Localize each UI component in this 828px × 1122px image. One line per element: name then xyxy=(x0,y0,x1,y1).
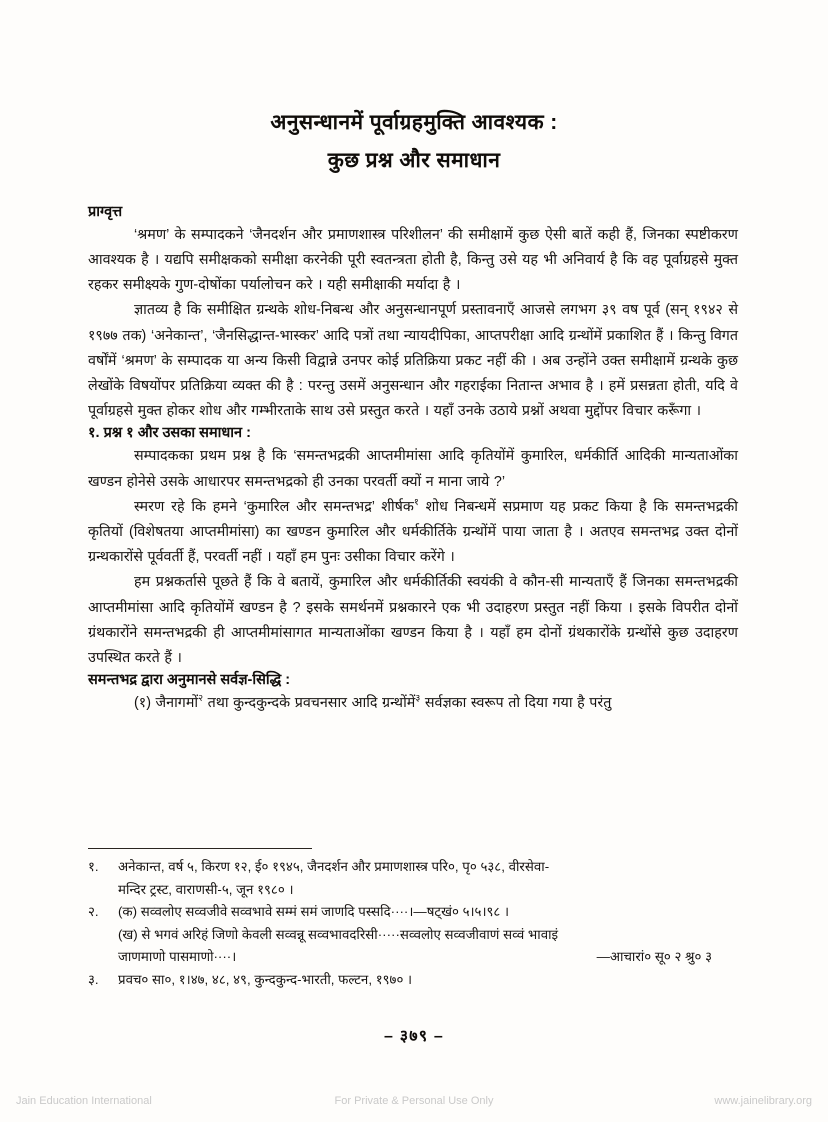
scan-footer xyxy=(0,1091,828,1111)
footnote-section xyxy=(88,848,740,992)
paragraph-4-post: शोध निबन्धमें सप्रमाण यह प्रकट किया है कि समन्तभद्रकी कृतियों (विशेषतया आप्तमीमांसा) का खण्डन कुमारिल और धर्मकीर्तिके ग्रन्थोंमें पाया जाता है । अतएव समन्तभद्र उक्त दोनों ग्रन्थकारोंसे पूर्ववर्ती हैं, परवर्ती नहीं । यहाँ हम पुनः उसीका विचार करेंगे । xyxy=(88,498,738,566)
scan-footer-right: www.jainelibrary.org xyxy=(714,1095,812,1107)
footnote-text xyxy=(118,969,740,992)
footnote-marker-1: १ xyxy=(413,496,419,508)
paragraph-6-c: सर्वज्ञका स्वरूप तो दिया गया है परंतु xyxy=(420,694,612,711)
paragraph-3: सम्पादकका प्रथम प्रश्न है कि ‘समन्तभद्रकी आप्तमीमांसा आदि कृतियोंमें कुमारिल, धर्मकीर्ति आदिकी मान्यताओंका खण्डन होनेसे उसके आधारपर समन्तभद्रको ही उनका परवर्ती क्यों न माना जाये ?’ xyxy=(88,448,738,490)
title-line-1: अनुसन्धानमें पूर्वाग्रहमुक्ति आवश्यक : xyxy=(270,111,558,134)
footnote-number: १. xyxy=(88,859,99,874)
footnote-item xyxy=(88,969,740,992)
page-number: – ३७९ – xyxy=(383,1028,445,1045)
paragraph-2: ज्ञातव्य है कि समीक्षित ग्रन्थके शोध-निबन्ध और अनुसन्धानपूर्ण प्रस्तावनाएँ आजसे लगभग ३९ वष पूर्व (सन् १९४२ से १९७७ तक) ‘अनेकान्त’, ‘जैनसिद्धान्त-भास्कर’ आदि पत्रों तथा न्यायदीपिका, आप्तपरीक्षा आदि ग्रन्थोंमें प्रकाशित हैं । किन्तु विगत वर्षोंमें ‘श्रमण’ के सम्पादक या अन्य किसी विद्वान्ने उनपर कोई प्रतिक्रिया प्रकट नहीं की । अब उन्होंने उक्त समीक्षामें ग्रन्थके कुछ लेखोंके विषयोंपर प्रतिक्रिया व्यक्त की है : परन्तु उसमें अनुसन्धान और गहराईका नितान्त अभाव है । हमें प्रसन्नता होती, यदि वे पूर्वाग्रहसे मुक्त होकर शोध और गम्भीरताके साथ उसे प्रस्तुत करते । यहाँ उनके उठाये प्रश्नों अथवा मुद्दोंपर विचार करूँगा । xyxy=(88,302,738,420)
heading-pragvritta: प्राग्वृत्त xyxy=(88,204,123,220)
footnote-item xyxy=(88,856,740,901)
paragraph-4 xyxy=(88,495,738,571)
paragraph-6 xyxy=(88,691,738,716)
footnote-line: (ख) से भगवं अरिहं जिणो केवली सव्वन्नू सव्वभावदरिसी·····सव्वलोए सव्वजीवाणं सव्वं भावाइं xyxy=(118,926,559,942)
footnote-line: मन्दिर ट्रस्ट, वाराणसी-५, जून १९८० । xyxy=(118,881,294,897)
footnote-text xyxy=(118,901,740,969)
paragraph-5: हम प्रश्नकर्तासे पूछते हैं कि वे बतायें, कुमारिल और धर्मकीर्तिकी स्वयंकी वे कौन-सी मान्यताएँ हैं जिनका समन्तभद्रकी आप्तमीमांसा आदि कृतियोंमें खण्डन है ? इसके समर्थनमें प्रश्नकारने एक भी उदाहरण प्रस्तुत नहीं किया । इसके विपरीत दोनों ग्रंथकारोंने समन्तभद्रकी ही आप्तमीमांसागत मान्यताओंका खण्डन किया है । यहाँ हम दोनों ग्रंथकारोंके ग्रन्थोंसे कुछ उदाहरण उपस्थित करते हैं । xyxy=(88,574,738,666)
footnote-divider xyxy=(88,848,312,849)
paragraph-4-pre: स्मरण रहे कि हमने ‘कुमारिल और समन्तभद्र’ शीर्षक xyxy=(134,498,414,515)
footnote-line-text: जाणमाणो पासमाणो····। xyxy=(118,949,237,965)
footnote-line: (क) सव्वलोए सव्वजीवे सव्वभावे सम्मं समं जाणदि पस्सदि····।—षट्खं० ५।५।९८ । xyxy=(118,904,510,920)
footnote-source-citation: —आचारां० सू० २ श्रु० ३ xyxy=(596,949,712,965)
heading-samantabhadra: समन्तभद्र द्वारा अनुमानसे सर्वज्ञ-सिद्धि : xyxy=(88,672,291,689)
footnote-line: प्रवच० सा०, १।४७, ४८, ४९, कुन्दकुन्द-भारती, फल्टन, १९७० । xyxy=(118,971,413,987)
page-title xyxy=(0,112,828,171)
scan-footer-left: Jain Education International xyxy=(16,1095,152,1107)
footnote-marker-2: २ xyxy=(198,693,204,705)
paragraph-6-a: (१) जैनागमों xyxy=(134,694,199,711)
footnote-number: २. xyxy=(88,904,99,920)
heading-question-1: १. प्रश्न १ और उसका समाधान : xyxy=(88,425,251,442)
footnote-item xyxy=(88,901,740,969)
paragraph-1: ‘श्रमण’ के सम्पादकने ‘जैनदर्शन और प्रमाणशास्त्र परिशीलन’ की समीक्षामें कुछ ऐसी बातें कही हैं, जिनका स्पष्टीकरण आवश्यक है । यद्यपि समीक्षकको समीक्षा करनेकी पूरी स्वतन्त्रता होती है, किन्तु उसे यह भी अनिवार्य है कि वह पूर्वाग्रहसे मुक्त रहकर समीक्ष्यके गुण-दोषोंका पर्यालोचन करे । यही समीक्षाकी मर्यादा है । xyxy=(88,226,738,294)
footnote-text xyxy=(118,856,740,901)
footnote-number: ३. xyxy=(88,971,99,987)
body-content xyxy=(88,203,738,716)
footnote-line: अनेकान्त, वर्ष ५, किरण १२, ई० १९४५, जैनदर्शन और प्रमाणशास्त्र परि०, पृ० ५३८, वीरसेवा- xyxy=(118,859,550,874)
scan-footer-center: For Private & Personal Use Only xyxy=(334,1095,494,1107)
footnote-line-with-source xyxy=(118,946,740,969)
title-line-2: कुछ प्रश्न और समाधान xyxy=(327,149,501,172)
footnote-marker-3: ३ xyxy=(415,693,421,705)
paragraph-6-b: तथा कुन्दकुन्दके प्रवचनसार आदि ग्रन्थोंमें xyxy=(203,694,416,711)
